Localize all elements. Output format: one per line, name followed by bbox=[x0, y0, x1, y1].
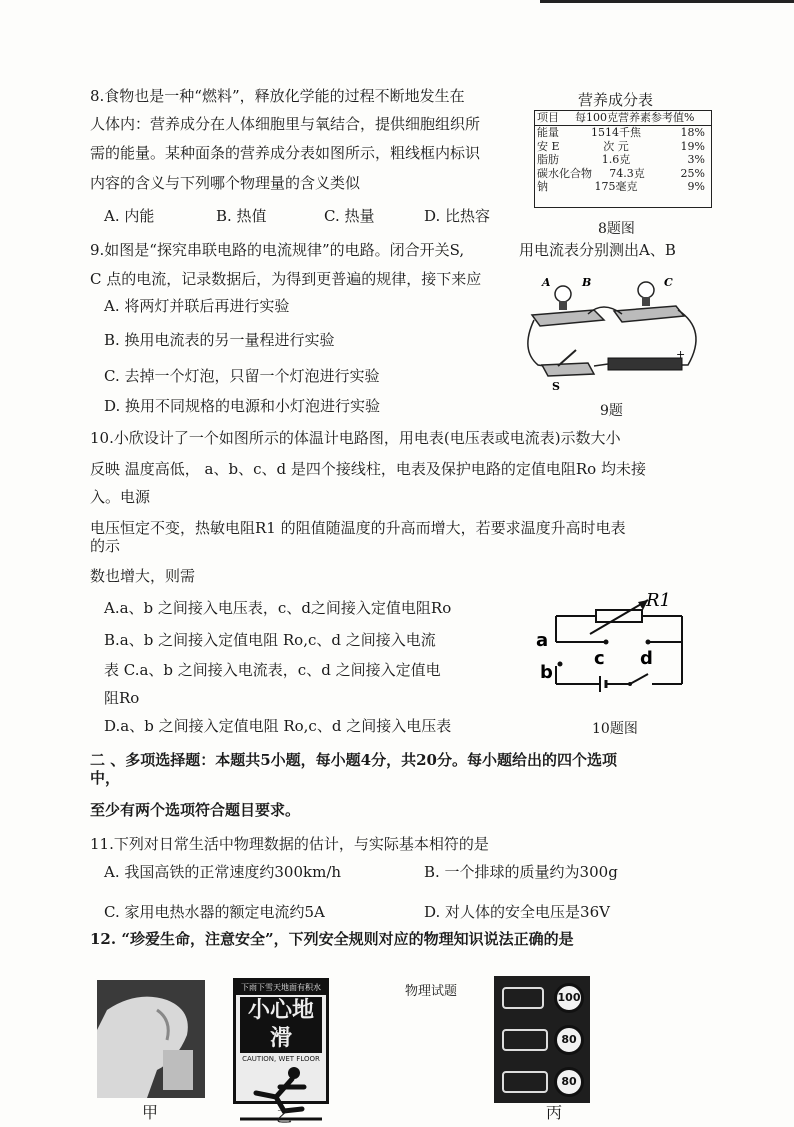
q8-line-4: 内容的含义与下列哪个物理量的含义类似 bbox=[90, 174, 361, 192]
cell: 9% bbox=[687, 180, 705, 193]
cell: 1514千焦 bbox=[591, 126, 641, 139]
header-item: 项目 bbox=[537, 111, 559, 124]
q11-option-c: C. 家用电热水器的额定电流约5A bbox=[104, 903, 325, 921]
q8-option-d: D. 比热容 bbox=[424, 207, 491, 225]
q12-watermark: 物理试题 bbox=[405, 984, 458, 999]
sign-english-text: CAUTION, WET FLOOR bbox=[242, 1055, 320, 1063]
q11-option-d: D. 对人体的安全电压是36V bbox=[424, 903, 610, 921]
cell: 3% bbox=[687, 153, 705, 166]
bus-icon bbox=[502, 1029, 548, 1051]
lane-bus bbox=[494, 1020, 590, 1060]
q8-line-1: 8.食物也是一种“燃料”，释放化学能的过程不断地发生在 bbox=[90, 87, 465, 105]
label-c: c bbox=[594, 648, 605, 669]
cell: 次 元 bbox=[603, 139, 629, 153]
cell: 能量 bbox=[537, 126, 559, 139]
cell: 74.3克 bbox=[609, 166, 645, 180]
cell: 钠 bbox=[537, 180, 548, 193]
cell: 18% bbox=[680, 126, 705, 139]
label-s: S bbox=[552, 380, 560, 393]
thermometer-circuit-figure bbox=[530, 590, 690, 714]
nutrition-table bbox=[534, 110, 712, 208]
q9-line-1: 9.如图是“探究串联电路的电流规律”的电路。闭合开关S, bbox=[90, 241, 465, 259]
q10-option-d: D.a、b 之间接入定值电阻 Ro,c、d 之间接入电压表 bbox=[104, 717, 452, 735]
label-b: b bbox=[540, 662, 553, 683]
caption-bing: 丙 bbox=[546, 1103, 563, 1122]
q12-stem: 12. “珍爱生命，注意安全”，下列安全规则对应的物理知识说法正确的是 bbox=[90, 930, 574, 948]
scan-edge-bar bbox=[540, 0, 794, 3]
table-row bbox=[535, 180, 711, 194]
photo-hand-near-socket bbox=[97, 980, 205, 1098]
table-row bbox=[535, 167, 711, 181]
q10-line-2: 反映 温度高低， a、b、c、d 是四个接线柱，电表及保护电路的定值电阻Ro 均未接 bbox=[90, 460, 646, 478]
speed-limit-bus: 80 bbox=[554, 1025, 584, 1055]
q9-line-2: C 点的电流，记录数据后，为得到更普遍的规律，接下来应 bbox=[90, 270, 482, 288]
cell: 19% bbox=[680, 139, 705, 153]
cell: 碳水化合物 bbox=[537, 166, 592, 180]
truck-icon bbox=[502, 1071, 548, 1093]
speed-limit-sign bbox=[494, 976, 590, 1103]
q8-option-c: C. 热量 bbox=[324, 207, 375, 225]
q10-line-6: 数也增大，则需 bbox=[90, 567, 196, 585]
nutrition-table-title: 营养成分表 bbox=[578, 91, 654, 109]
cell: 1.6克 bbox=[601, 153, 631, 166]
q8-figure-caption: 8题图 bbox=[598, 221, 635, 237]
car-icon bbox=[502, 987, 544, 1009]
series-circuit-figure bbox=[518, 270, 708, 400]
q10-line-4: 电压恒定不变，热敏电阻R1 的阻值随温度的升高而增大，若要求温度升高时电表 bbox=[90, 519, 626, 537]
table-row bbox=[535, 140, 711, 154]
label-d: d bbox=[640, 648, 653, 669]
speed-limit-car: 100 bbox=[554, 983, 584, 1013]
q8-option-b: B. 热值 bbox=[216, 207, 267, 225]
q9-option-b: B. 换用电流表的另一量程进行实验 bbox=[104, 331, 335, 349]
nutrition-table-header bbox=[535, 111, 711, 126]
q9-option-c: C. 去掉一个灯泡，只留一个灯泡进行实验 bbox=[104, 367, 380, 385]
label-c: C bbox=[664, 276, 673, 289]
q8-line-2: 人体内：营养成分在人体细胞里与氧结合，提供细胞组织所 bbox=[90, 115, 481, 133]
caption-jia: 甲 bbox=[142, 1103, 159, 1122]
label-b: B bbox=[582, 276, 592, 289]
table-row bbox=[535, 126, 711, 140]
lane-truck bbox=[494, 1062, 590, 1102]
cell: 175毫克 bbox=[594, 180, 638, 193]
q10-line-3: 入。电源 bbox=[90, 488, 151, 506]
lane-car bbox=[494, 978, 590, 1018]
q11-stem: 11.下列对日常生活中物理数据的估计，与实际基本相符的是 bbox=[90, 835, 489, 853]
cell: 25% bbox=[680, 166, 705, 180]
q10-option-a: A.a、b 之间接入电压表，c、d之间接入定值电阻Ro bbox=[104, 599, 452, 617]
q9-option-d: D. 换用不同规格的电源和小灯泡进行实验 bbox=[104, 397, 381, 415]
q10-option-c: 表 C.a、b 之间接入电流表，c、d 之间接入定值电 bbox=[104, 661, 441, 679]
section2-line-3: 至少有两个选项符合题目要求。 bbox=[90, 801, 301, 819]
q11-option-b: B. 一个排球的质量约为300g bbox=[424, 863, 618, 881]
sign-warning-text: 小心地滑 bbox=[240, 997, 322, 1053]
q9-line-1b: 用电流表分别测出A、B bbox=[519, 241, 676, 259]
q10-option-c-cont: 阻Ro bbox=[104, 689, 140, 707]
section2-line-2: 中， bbox=[90, 769, 121, 787]
table-row bbox=[535, 153, 711, 167]
q10-line-5: 的示 bbox=[90, 537, 121, 555]
q9-option-a: A. 将两灯并联后再进行实验 bbox=[104, 297, 290, 315]
sign-top-text: 下雨下雪天地面有积水 bbox=[236, 981, 326, 995]
section2-line-1: 二 、多项选择题：本题共5小题，每小题4分，共20分。每小题给出的四个选项 bbox=[90, 751, 617, 769]
q10-figure-caption: 10题图 bbox=[592, 721, 638, 737]
speed-limit-truck: 80 bbox=[554, 1067, 584, 1097]
label-plus: + bbox=[676, 348, 686, 361]
q11-option-a: A. 我国高铁的正常速度约300km/h bbox=[104, 863, 342, 881]
q10-option-b: B.a、b 之间接入定值电阻 Ro,c、d 之间接入电流 bbox=[104, 631, 436, 649]
q8-option-a: A. 内能 bbox=[104, 207, 155, 225]
label-a: a bbox=[536, 630, 549, 651]
label-a: A bbox=[542, 276, 551, 289]
cell: 脂肪 bbox=[537, 153, 559, 166]
header-reference: 每100克营养素参考值% bbox=[575, 111, 695, 124]
label-r1: R1 bbox=[646, 590, 672, 611]
caption-yi: 乙 bbox=[276, 1107, 293, 1126]
q10-line-1: 10.小欣设计了一个如图所示的体温计电路图，用电表(电压表或电流表)示数大小 bbox=[90, 429, 621, 447]
q9-figure-caption: 9题 bbox=[600, 403, 623, 419]
wet-floor-sign bbox=[233, 978, 329, 1104]
cell: 安 E bbox=[537, 139, 560, 153]
q8-line-3: 需的能量。某种面条的营养成分表如图所示，粗线框内标识 bbox=[90, 144, 481, 162]
